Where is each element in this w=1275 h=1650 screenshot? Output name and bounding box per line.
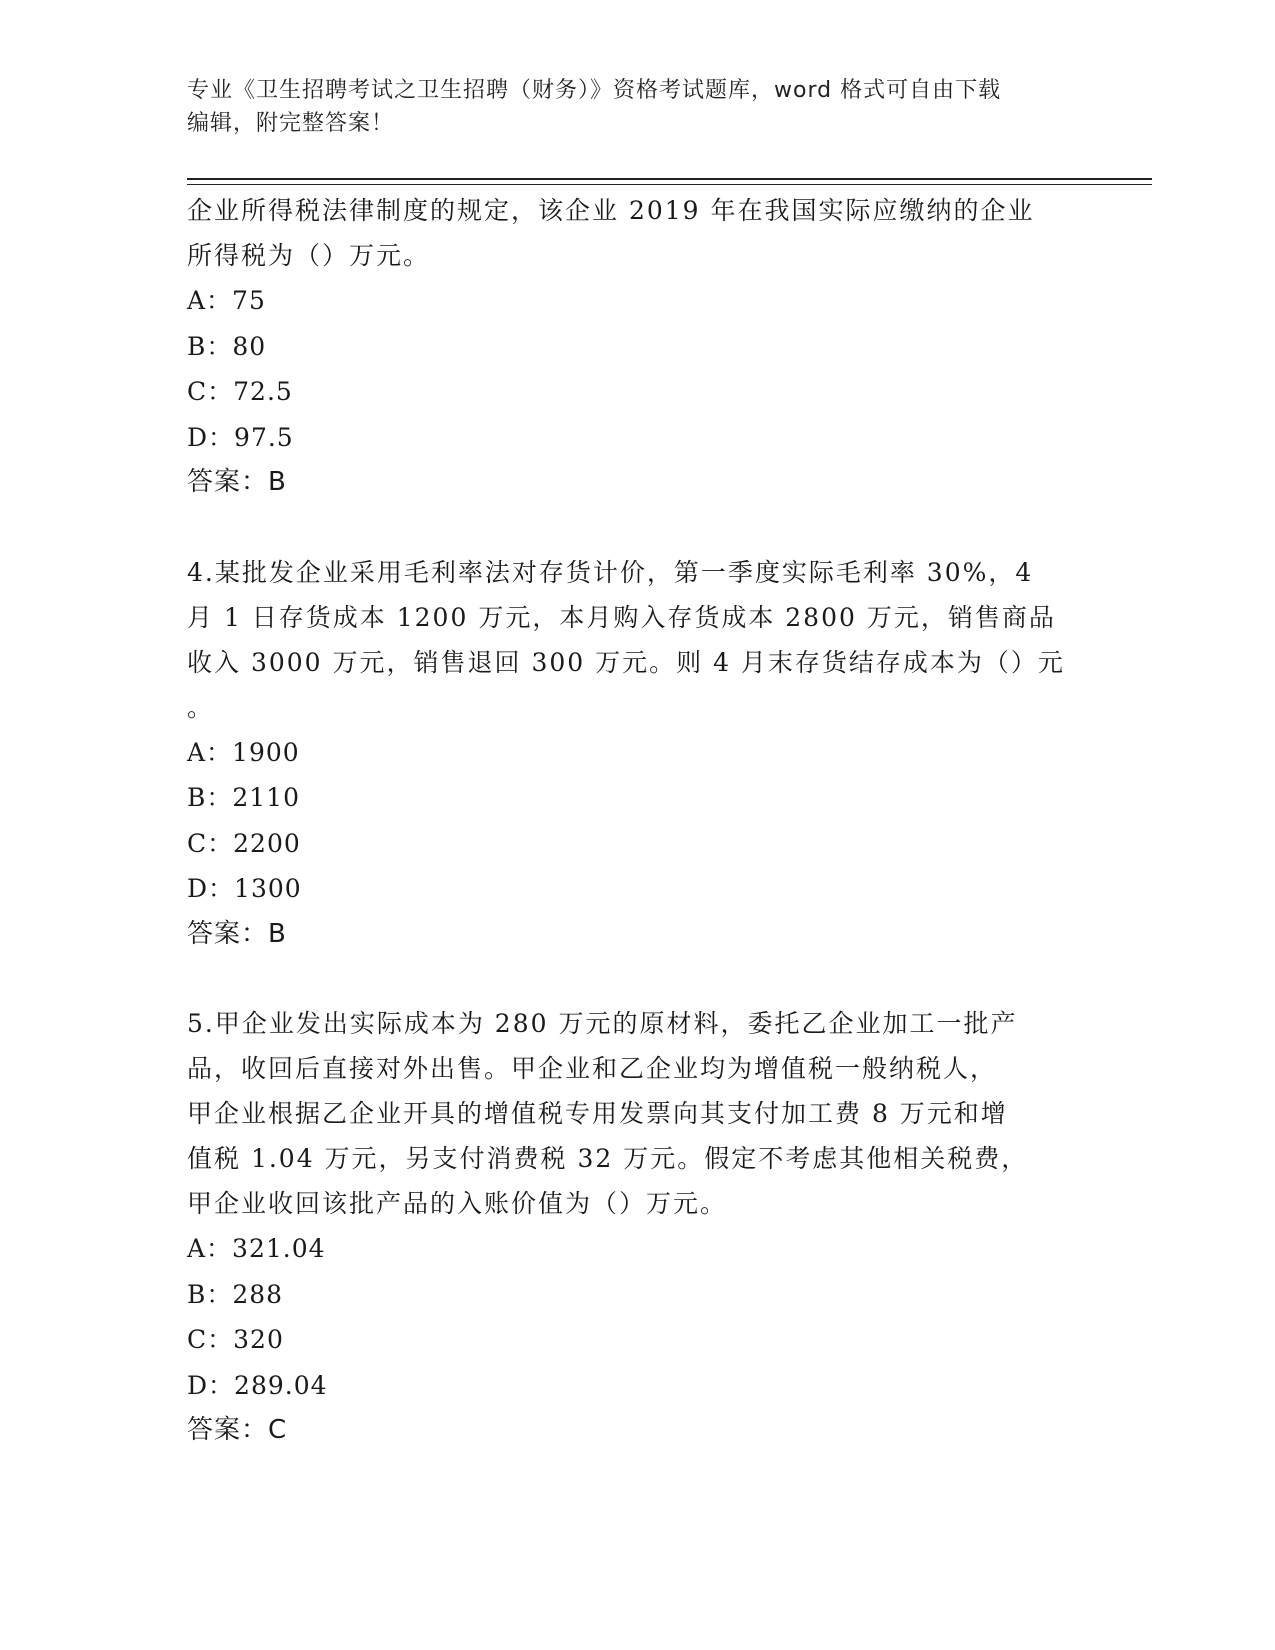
header-line-1: 专业《卫生招聘考试之卫生招聘（财务）》资格考试题库，word 格式可自由下载	[187, 78, 1002, 103]
question-text-line: 甲企业收回该批产品的入账价值为（）万元。	[187, 1189, 728, 1218]
option-c: C：2200	[187, 828, 301, 858]
spacer	[187, 957, 1077, 1001]
spacer	[187, 506, 1077, 550]
question-text-line: 4.某批发企业采用毛利率法对存货计价，第一季度实际毛利率 30%，4	[187, 557, 1034, 587]
option-a: A：321.04	[187, 1234, 326, 1263]
answer-line: 答案：B	[187, 467, 287, 497]
answer-line: 答案：B	[187, 918, 287, 949]
option-d: D：1300	[187, 874, 302, 903]
question-text-line: 收入 3000 万元，销售退回 300 万元。则 4 月末存货结存成本为（）元	[187, 647, 1065, 677]
header-line-2: 编辑，附完整答案！	[187, 111, 395, 136]
question-text-line: 所得税为（）万元。	[187, 241, 431, 270]
answer-line: 答案：C	[187, 1415, 288, 1445]
option-a: A：75	[187, 286, 266, 315]
header-divider-bottom	[187, 184, 1152, 185]
option-b: B：288	[187, 1279, 284, 1309]
question-4	[187, 550, 1077, 958]
question-text-line: 企业所得税法律制度的规定，该企业 2019 年在我国实际应缴纳的企业	[187, 196, 1035, 225]
option-b: B：2110	[187, 783, 300, 812]
question-text-line: 甲企业根据乙企业开具的增值税专用发票向其支付加工费 8 万元和增	[187, 1099, 1008, 1128]
option-c: C：320	[187, 1325, 284, 1354]
question-text-line: 品，收回后直接对外出售。甲企业和乙企业均为增值税一般纳税人，	[187, 1054, 998, 1083]
question-text-line: 5.甲企业发出实际成本为 280 万元的原材料，委托乙企业加工一批产	[187, 1009, 1018, 1038]
question-text-line: 值税 1.04 万元，另支付消费税 32 万元。假定不考虑其他相关税费，	[187, 1144, 1029, 1173]
option-d: D：97.5	[187, 422, 294, 452]
question-text-line: 。	[187, 692, 215, 722]
document-header	[187, 74, 1067, 140]
option-c: C：72.5	[187, 377, 293, 406]
option-a: A：1900	[187, 737, 300, 767]
option-b: B：80	[187, 331, 267, 361]
document-body	[187, 188, 1077, 1454]
option-d: D：289.04	[187, 1370, 328, 1400]
question-5	[187, 1001, 1077, 1454]
question-3	[187, 188, 1077, 506]
question-text-line: 月 1 日存货成本 1200 万元，本月购入存货成本 2800 万元，销售商品	[187, 602, 1056, 632]
header-divider-top	[187, 178, 1152, 180]
